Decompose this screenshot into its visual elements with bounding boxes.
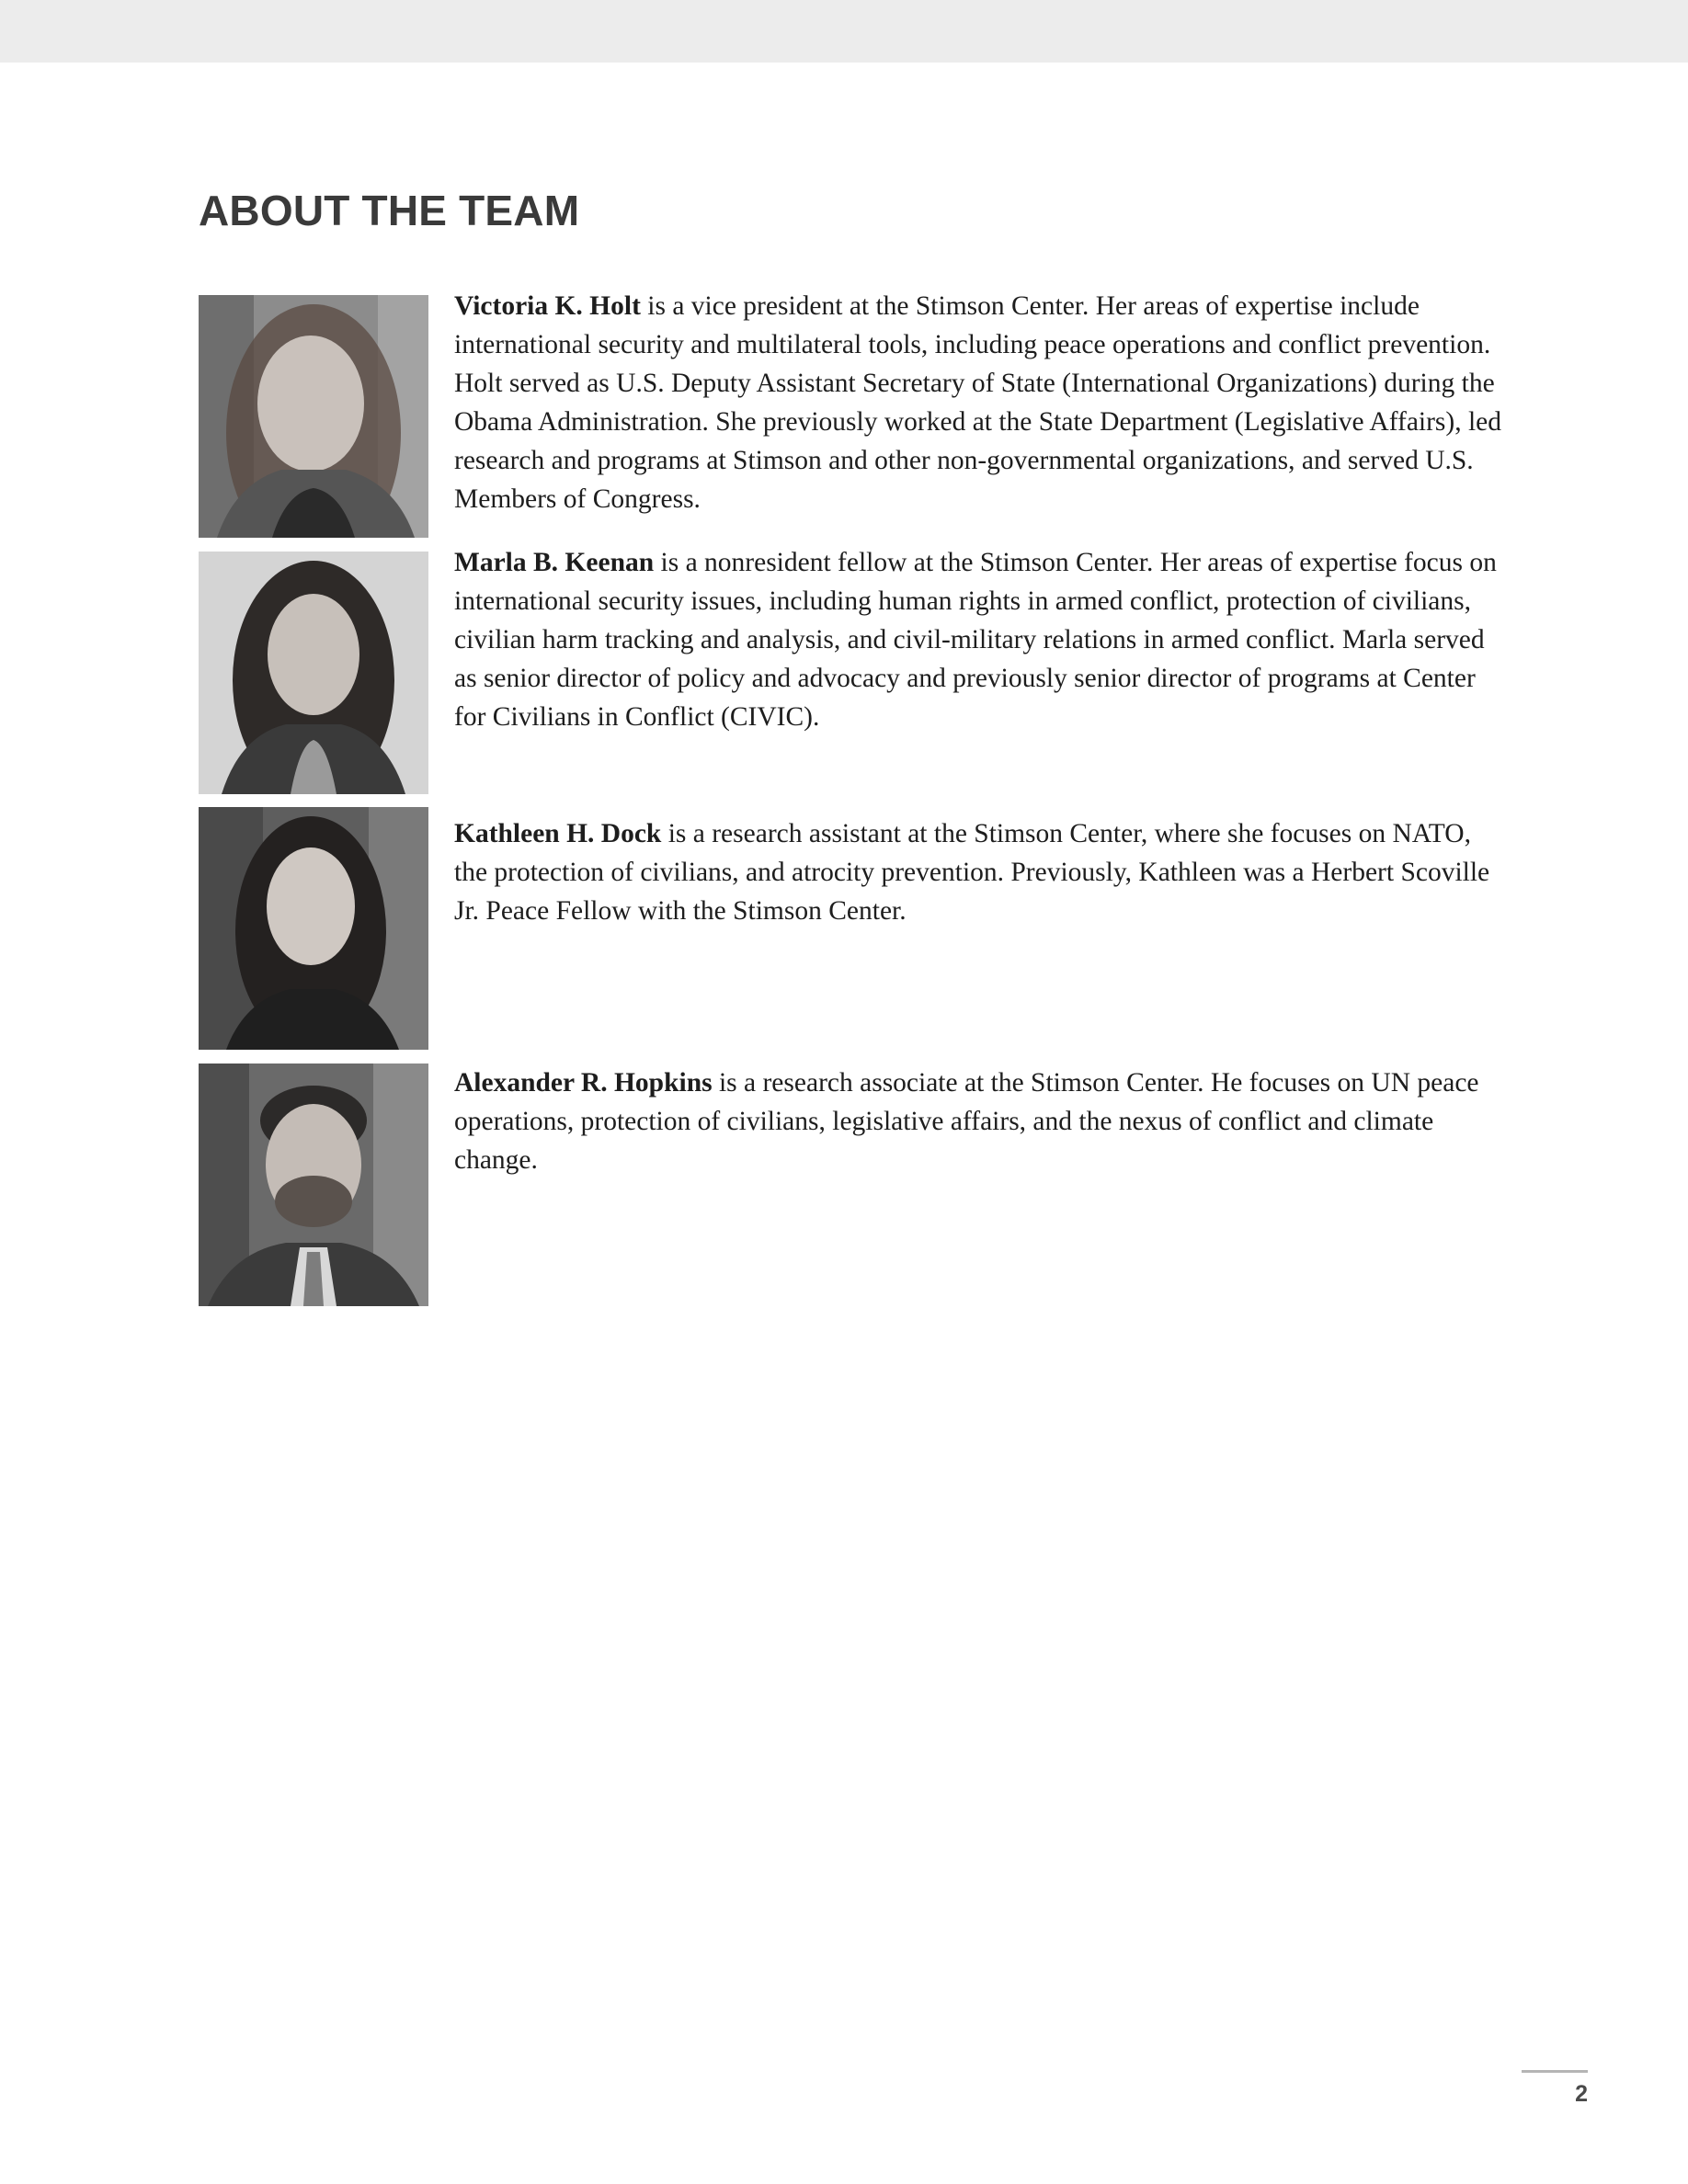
footer-divider xyxy=(1522,2070,1588,2073)
member-name: Kathleen H. Dock xyxy=(454,819,662,848)
bio-keenan xyxy=(454,543,1504,736)
team-member-hopkins xyxy=(199,1064,1504,1306)
member-bio-text: is a research assistant at the Stimson Center, where she focuses on NATO, the protection of civilians, and atrocity prevention. Previously, Kathleen was a Herbert Scoville Jr. Peace Fellow with the Stimson Center. xyxy=(454,819,1490,926)
member-bio-text: is a vice president at the Stimson Center. Her areas of expertise include international security and multilateral tools, including peace operations and conflict prevention. Holt served as U.S. Deputy Assistant Secretary of State (International Organizations) during the Obama Administration. She previously worked at the State Department (Legislative Affairs), led research and programs at Stimson and other non-governmental organizations, and served U.S. Members of Congress. xyxy=(454,291,1502,514)
page-number: 2 xyxy=(1575,2081,1588,2107)
bio-holt xyxy=(454,287,1504,518)
team-member-keenan xyxy=(199,548,1504,794)
member-name: Marla B. Keenan xyxy=(454,548,655,577)
bio-dock xyxy=(454,814,1504,930)
portrait-photo-dock xyxy=(199,807,428,1050)
team-member-holt xyxy=(199,291,1504,538)
portrait-photo-hopkins xyxy=(199,1064,428,1306)
team-member-dock xyxy=(199,807,1504,1050)
bio-hopkins xyxy=(454,1064,1504,1179)
member-bio-text: is a research associate at the Stimson Center. He focuses on UN peace operations, protection of civilians, legislative affairs, and the nexus of conflict and climate change. xyxy=(454,1068,1479,1175)
member-bio-text: is a nonresident fellow at the Stimson Center. Her areas of expertise focus on international security issues, including human rights in armed conflict, protection of civilians, civilian harm tracking and analysis, and civil-military relations in armed conflict. Marla served as senior director of policy and advocacy and previously senior director of programs at Center for Civilians in Conflict (CIVIC). xyxy=(454,548,1497,732)
page-title: ABOUT THE TEAM xyxy=(199,187,580,234)
portrait-photo-holt xyxy=(199,295,428,538)
member-name: Alexander R. Hopkins xyxy=(454,1068,713,1098)
top-band xyxy=(0,0,1688,63)
portrait-photo-keenan xyxy=(199,552,428,794)
member-name: Victoria K. Holt xyxy=(454,291,641,321)
